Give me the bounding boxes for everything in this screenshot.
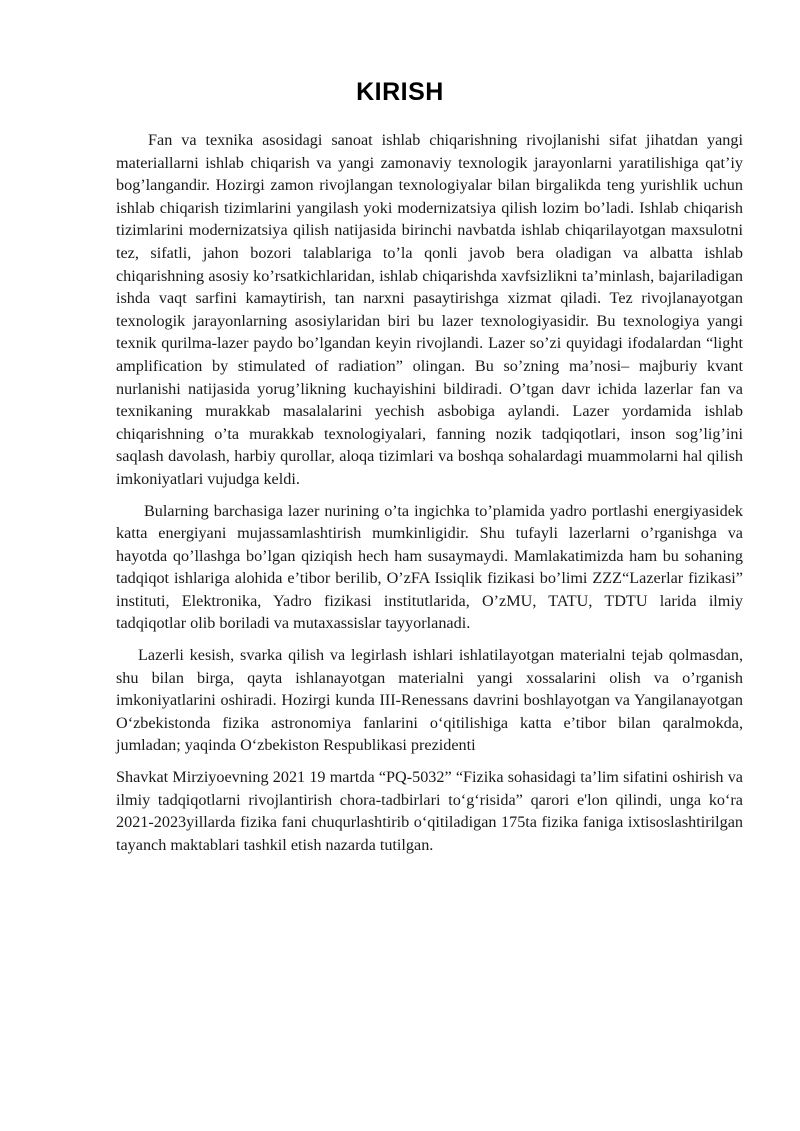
document-body <box>116 129 743 865</box>
paragraph-laser-cutting: Lazerli kesish, svarka qilish va legirlash ishlari ishlatilayotgan materialni tejab qolmasdan, shu bilan birga, qayta ishlanayotgan materialni yangi xossalarini olish va o’rganish imkoniyatlarini oshiradi. Hozirgi kunda III-Renessans davrini boshlayotgan va Yangilanayotgan O‘zbekistonda fizika astronomiya fanlarini o‘qitilishiga katta e’tibor bilan qaralmokda, jumladan; yaqinda O‘zbekiston Respublikasi prezidenti <box>116 646 743 755</box>
page-title: KIRISH <box>356 78 444 106</box>
paragraph-laser-energy: Bularning barchasiga lazer nurining o’ta ingichka to’plamida yadro portlashi energiyasidek katta energiyani mujassamlashtirish mumkinligidir. Shu tufayli lazerlarni o’rganishga va hayotda qo’llashga bo’lgan qiziqish hech ham susaymaydi. Mamlakatimizda ham bu sohaning tadqiqot ishlariga alohida e’tibor berilib, O’zFA Issiqlik fizikasi bo’limi ZZZ“Lazerlar fizikasi” instituti, Elektronika, Yadro fizikasi institutlarida, O’zMU, TATU, TDTU larida ilmiy tadqiqotlar olib boriladi va mutaxassislar tayyorlanadi. <box>116 501 743 633</box>
paragraph-intro: Fan va texnika asosidagi sanoat ishlab chiqarishning rivojlanishi sifat jihatdan yangi materiallarni ishlab chiqarish va yangi zamonaviy texnologik jarayonlarni yaratilishiga qat’iy bog’langandir. Hozirgi zamon rivojlangan texnologiyalar bilan birgalikda teng yurishlik uchun ishlab chiqarish tizimlarini yangilash yoki modernizatsiya qilish lozim bo’ladi. Ishlab chiqarish tizimlarini modernizatsiya qilish natijasida birinchi navbatda ishlab chiqarilayotgan maxsulotni tez, sifatli, jahon bozori talablariga to’la qonli javob bera oladigan va albatta ishlab chiqarishning asosiy ko’rsatkichlaridan, ishlab chiqarishda xavfsizlikni ta’minlash, bajariladigan ishda vaqt sarfini kamaytirish, tan narxni pasaytirishga xizmat qiladi. Tez rivojlanayotgan texnologik jarayonlarning asosiylaridan biri bu lazer texnologiyasidir. Bu texnologiya yangi texnik qurilma-lazer paydo bo’lgandan keyin rivojlandi. Lazer so’zi quyidagi ifodalardan “light amplification by stimulated of radiation” olingan. Bu so’zning ma’nosi– majburiy kvant nurlanishi natijasida yorug’likning kuchayishini bildiradi. O’tgan davr ichida lazerlar fan va texnikaning murakkab masalalarini yechish asbobiga aylandi. Lazer yordamida ishlab chiqarishning o’ta murakkab texnologiyalari, fanning nozik tadqiqotlari, inson sog’lig’ini saqlash davolash, harbiy qurollar, aloqa tizimlari va boshqa sohalardagi muammolarni hal qilish imkoniyatlari vujudga keldi. <box>116 131 743 488</box>
paragraph-decree: Shavkat Mirziyoevning 2021 19 martda “PQ-5032” “Fizika sohasidagi ta’lim sifatini oshirish va ilmiy tadqiqotlarni rivojlantirish chora-tadbirlari to‘g‘risida” qarori e'lon qilindi, unga ko‘ra 2021-2023yillarda fizika fani chuqurlashtirib o‘qitiladigan 175ta fizika faniga ixtisoslashtirilgan tayanch maktablari tashkil etish nazarda tutilgan. <box>116 768 743 854</box>
